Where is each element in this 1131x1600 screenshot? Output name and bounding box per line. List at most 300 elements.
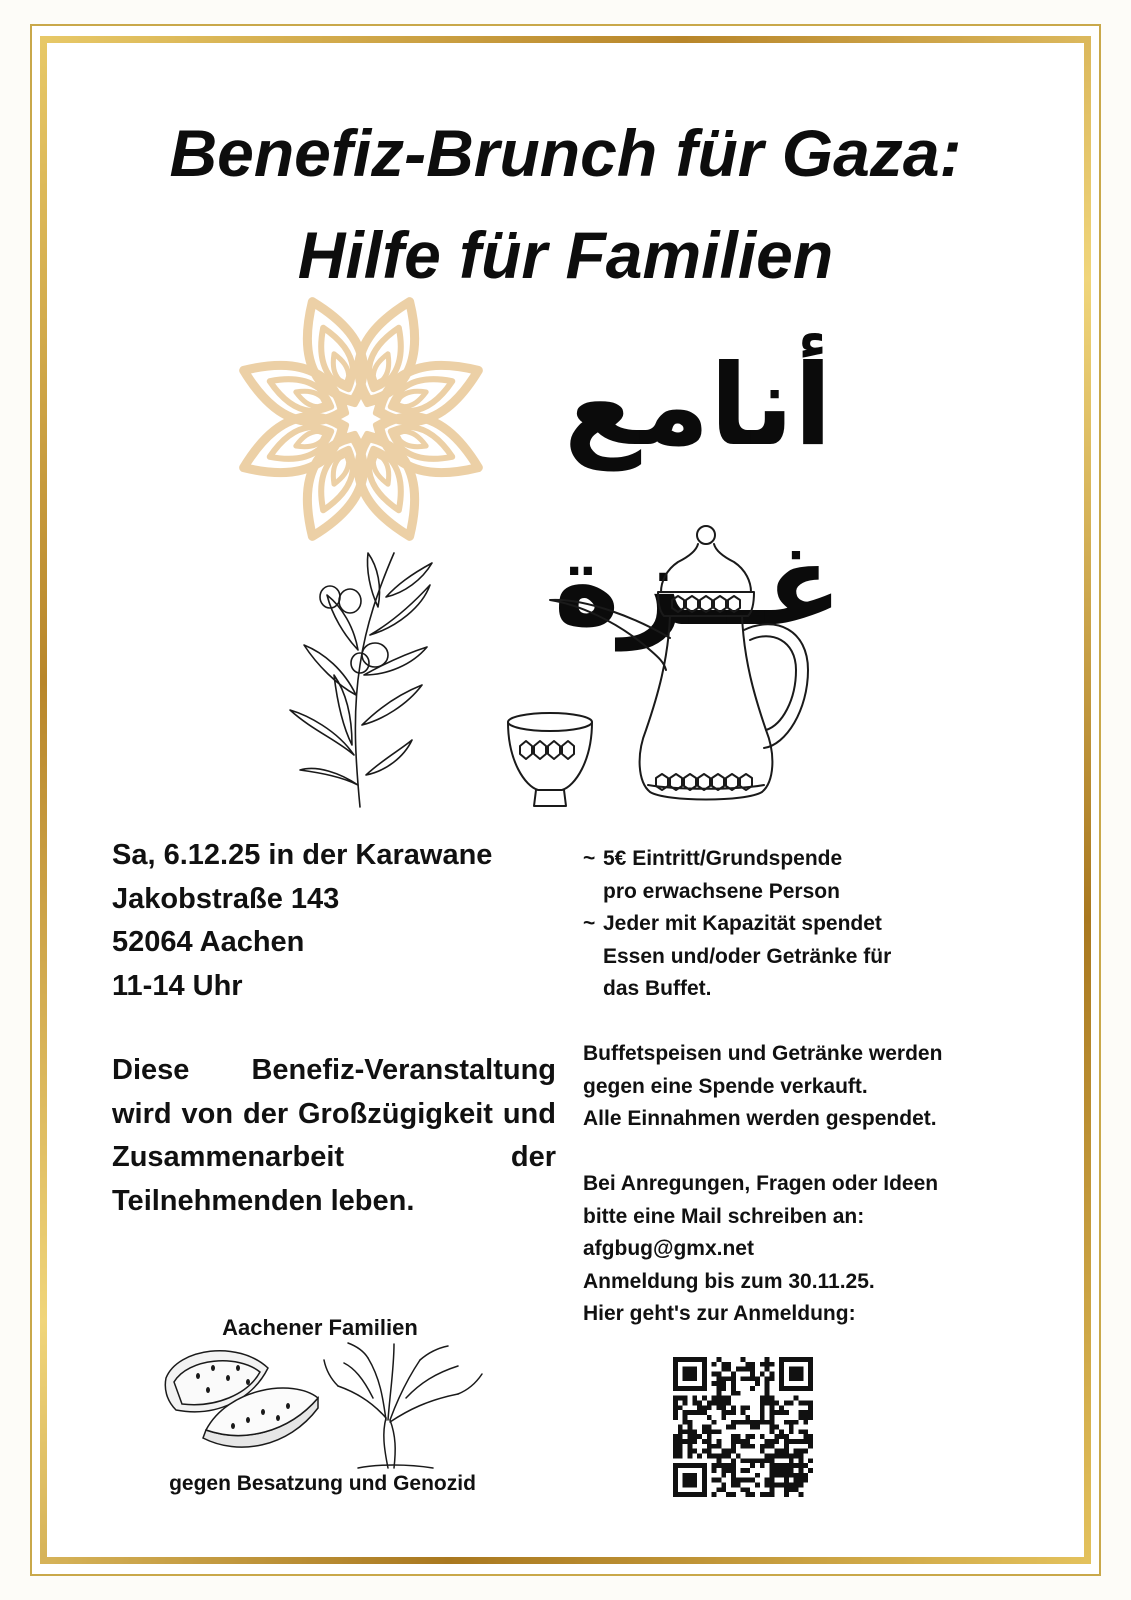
- qr-module: [779, 1405, 784, 1410]
- qr-module: [712, 1468, 717, 1473]
- qr-module: [721, 1463, 726, 1468]
- qr-module: [716, 1429, 721, 1434]
- qr-module: [803, 1410, 808, 1415]
- qr-module: [731, 1381, 736, 1386]
- qr-module: [741, 1478, 746, 1483]
- qr-module: [707, 1434, 712, 1439]
- qr-module: [770, 1463, 775, 1468]
- qr-code-icon[interactable]: [673, 1357, 813, 1497]
- qr-module: [794, 1454, 799, 1459]
- qr-module: [745, 1420, 750, 1425]
- qr-module: [721, 1367, 726, 1372]
- qr-module: [799, 1429, 804, 1434]
- qr-module: [726, 1449, 731, 1454]
- qr-module: [808, 1458, 813, 1463]
- qr-module: [731, 1376, 736, 1381]
- qr-module: [702, 1463, 707, 1468]
- qr-module: [765, 1357, 770, 1362]
- qr-module: [687, 1434, 692, 1439]
- star-mandala-icon: [230, 288, 492, 550]
- qr-module: [770, 1405, 775, 1410]
- qr-module: [794, 1367, 799, 1372]
- qr-module: [692, 1449, 697, 1454]
- qr-module: [702, 1367, 707, 1372]
- qr-module: [712, 1420, 717, 1425]
- qr-module: [716, 1405, 721, 1410]
- qr-module: [741, 1405, 746, 1410]
- qr-module: [765, 1444, 770, 1449]
- qr-module: [721, 1454, 726, 1459]
- qr-module: [721, 1362, 726, 1367]
- qr-module: [716, 1391, 721, 1396]
- qr-module: [726, 1362, 731, 1367]
- qr-module: [789, 1371, 794, 1376]
- qr-module: [673, 1478, 678, 1483]
- qr-module: [741, 1357, 746, 1362]
- qr-module: [683, 1367, 688, 1372]
- qr-module: [760, 1410, 765, 1415]
- qr-module: [755, 1381, 760, 1386]
- qr-module: [799, 1483, 804, 1488]
- qr-module: [794, 1473, 799, 1478]
- qr-module: [789, 1376, 794, 1381]
- qr-module: [755, 1376, 760, 1381]
- qr-module: [673, 1492, 678, 1497]
- qr-module: [721, 1386, 726, 1391]
- qr-module: [774, 1473, 779, 1478]
- qr-module: [799, 1371, 804, 1376]
- qr-module: [673, 1357, 678, 1362]
- qr-module: [702, 1362, 707, 1367]
- qr-module: [697, 1463, 702, 1468]
- qr-module: [794, 1463, 799, 1468]
- qr-module: [774, 1400, 779, 1405]
- qr-module: [702, 1386, 707, 1391]
- qr-module: [731, 1483, 736, 1488]
- qr-module: [750, 1444, 755, 1449]
- qr-module: [707, 1415, 712, 1420]
- qr-module: [673, 1415, 678, 1420]
- qr-module: [721, 1405, 726, 1410]
- qr-module: [799, 1449, 804, 1454]
- qr-module: [803, 1478, 808, 1483]
- qr-module: [808, 1386, 813, 1391]
- ornament-center: [335, 393, 387, 445]
- price-item: [583, 908, 1003, 1006]
- qr-module: [721, 1415, 726, 1420]
- qr-module: [794, 1483, 799, 1488]
- qr-module: [726, 1376, 731, 1381]
- qr-module: [745, 1468, 750, 1473]
- qr-module: [784, 1434, 789, 1439]
- qr-module: [707, 1444, 712, 1449]
- qr-module: [799, 1468, 804, 1473]
- price-item-text: 5€ Eintritt/Grundspende pro erwachsene Person: [603, 847, 843, 903]
- qr-module: [687, 1478, 692, 1483]
- qr-module: [765, 1391, 770, 1396]
- qr-module: [799, 1410, 804, 1415]
- qr-module: [673, 1396, 678, 1401]
- qr-module: [697, 1434, 702, 1439]
- qr-module: [678, 1396, 683, 1401]
- qr-module: [770, 1400, 775, 1405]
- price-item-text: Jeder mit Kapazität spendet Essen und/oder Getränke für das Buffet.: [603, 912, 892, 1000]
- qr-module: [678, 1444, 683, 1449]
- qr-module: [683, 1473, 688, 1478]
- qr-module: [784, 1420, 789, 1425]
- event-info: [112, 834, 572, 1008]
- qr-module: [794, 1420, 799, 1425]
- qr-module: [789, 1439, 794, 1444]
- qr-module: [683, 1400, 688, 1405]
- olive-branch-icon: [282, 545, 452, 815]
- qr-module: [803, 1357, 808, 1362]
- qr-module: [673, 1386, 678, 1391]
- qr-module: [760, 1463, 765, 1468]
- qr-module: [702, 1381, 707, 1386]
- qr-module: [687, 1439, 692, 1444]
- event-date-location: Sa, 6.12.25 in der Karawane: [112, 839, 493, 871]
- qr-module: [687, 1367, 692, 1372]
- qr-module: [741, 1376, 746, 1381]
- qr-module: [779, 1376, 784, 1381]
- qr-module: [678, 1425, 683, 1430]
- qr-module: [799, 1454, 804, 1459]
- qr-module: [731, 1463, 736, 1468]
- qr-module: [721, 1487, 726, 1492]
- qr-module: [770, 1444, 775, 1449]
- qr-module: [716, 1439, 721, 1444]
- qr-module: [721, 1483, 726, 1488]
- qr-module: [687, 1492, 692, 1497]
- qr-module: [678, 1454, 683, 1459]
- qr-module: [692, 1434, 697, 1439]
- qr-module: [673, 1371, 678, 1376]
- event-street: Jakobstraße 143: [112, 882, 340, 915]
- qr-module: [683, 1439, 688, 1444]
- qr-module: [774, 1468, 779, 1473]
- qr-module: [716, 1478, 721, 1483]
- qr-module: [799, 1357, 804, 1362]
- qr-module: [774, 1410, 779, 1415]
- qr-module: [697, 1386, 702, 1391]
- qr-module: [803, 1415, 808, 1420]
- qr-module: [692, 1492, 697, 1497]
- qr-module: [697, 1410, 702, 1415]
- qr-module: [784, 1483, 789, 1488]
- qr-module: [678, 1429, 683, 1434]
- buffet-line: Alle Einnahmen werden gespendet.: [583, 1107, 937, 1130]
- qr-module: [736, 1420, 741, 1425]
- qr-module: [716, 1357, 721, 1362]
- qr-module: [683, 1396, 688, 1401]
- qr-module: [702, 1410, 707, 1415]
- qr-module: [683, 1478, 688, 1483]
- qr-module: [692, 1429, 697, 1434]
- qr-module: [765, 1439, 770, 1444]
- qr-module: [750, 1425, 755, 1430]
- qr-module: [678, 1434, 683, 1439]
- qr-module: [750, 1458, 755, 1463]
- qr-module: [716, 1487, 721, 1492]
- qr-module: [765, 1362, 770, 1367]
- qr-module: [765, 1492, 770, 1497]
- qr-module: [750, 1492, 755, 1497]
- qr-module: [716, 1396, 721, 1401]
- qr-module: [745, 1362, 750, 1367]
- qr-module: [687, 1444, 692, 1449]
- qr-module: [808, 1439, 813, 1444]
- qr-module: [716, 1400, 721, 1405]
- qr-module: [770, 1487, 775, 1492]
- qr-module: [673, 1454, 678, 1459]
- organizer-name-top: Aachener Familien: [222, 1315, 418, 1340]
- qr-module: [726, 1468, 731, 1473]
- qr-module: [673, 1410, 678, 1415]
- qr-module: [745, 1478, 750, 1483]
- qr-module: [687, 1429, 692, 1434]
- qr-module: [702, 1357, 707, 1362]
- qr-module: [808, 1468, 813, 1473]
- qr-module: [760, 1371, 765, 1376]
- qr-module: [683, 1492, 688, 1497]
- qr-module: [779, 1357, 784, 1362]
- qr-module: [789, 1468, 794, 1473]
- qr-module: [712, 1400, 717, 1405]
- qr-module: [770, 1468, 775, 1473]
- qr-module: [779, 1468, 784, 1473]
- title-line-1: Benefiz-Brunch für Gaza:: [169, 116, 962, 190]
- qr-module: [702, 1371, 707, 1376]
- qr-module: [736, 1391, 741, 1396]
- qr-module: [731, 1420, 736, 1425]
- qr-module: [789, 1357, 794, 1362]
- qr-module: [731, 1405, 736, 1410]
- qr-module: [741, 1468, 746, 1473]
- qr-module: [803, 1400, 808, 1405]
- qr-module: [726, 1400, 731, 1405]
- qr-module: [789, 1420, 794, 1425]
- qr-module: [712, 1429, 717, 1434]
- qr-module: [702, 1468, 707, 1473]
- qr-module: [673, 1468, 678, 1473]
- qr-module: [770, 1415, 775, 1420]
- qr-module: [692, 1400, 697, 1405]
- qr-module: [731, 1391, 736, 1396]
- qr-module: [784, 1492, 789, 1497]
- qr-module: [779, 1434, 784, 1439]
- event-description: Diese Benefiz-Veranstaltung wird von der Großzügigkeit und Zusammenarbeit der Teilnehmenden leben.: [112, 1054, 556, 1217]
- qr-module: [731, 1458, 736, 1463]
- qr-module: [721, 1376, 726, 1381]
- buffet-line: gegen eine Spende verkauft.: [583, 1074, 868, 1098]
- qr-module: [678, 1439, 683, 1444]
- qr-module: [741, 1458, 746, 1463]
- qr-module: [770, 1410, 775, 1415]
- qr-module: [808, 1367, 813, 1372]
- qr-module: [678, 1492, 683, 1497]
- qr-module: [784, 1410, 789, 1415]
- event-time: 11-14 Uhr: [112, 969, 243, 1002]
- watermelon-tree-logo-icon: [158, 1338, 488, 1470]
- qr-module: [683, 1386, 688, 1391]
- qr-module: [702, 1483, 707, 1488]
- qr-module: [770, 1492, 775, 1497]
- qr-module: [683, 1357, 688, 1362]
- qr-module: [673, 1444, 678, 1449]
- qr-module: [712, 1454, 717, 1459]
- qr-module: [779, 1410, 784, 1415]
- qr-module: [687, 1454, 692, 1459]
- qr-module: [770, 1429, 775, 1434]
- qr-module: [707, 1400, 712, 1405]
- qr-module: [770, 1371, 775, 1376]
- qr-module: [702, 1492, 707, 1497]
- qr-module: [770, 1483, 775, 1488]
- qr-module: [750, 1371, 755, 1376]
- qr-module: [770, 1478, 775, 1483]
- qr-module: [673, 1473, 678, 1478]
- qr-module: [803, 1420, 808, 1425]
- qr-module: [692, 1357, 697, 1362]
- qr-module: [808, 1400, 813, 1405]
- qr-module: [784, 1454, 789, 1459]
- qr-module: [784, 1357, 789, 1362]
- qr-module: [765, 1458, 770, 1463]
- qr-module: [789, 1386, 794, 1391]
- qr-module: [678, 1357, 683, 1362]
- qr-module: [707, 1425, 712, 1430]
- qr-module: [803, 1386, 808, 1391]
- qr-module: [687, 1410, 692, 1415]
- qr-module: [784, 1439, 789, 1444]
- qr-module: [683, 1415, 688, 1420]
- qr-module: [721, 1410, 726, 1415]
- qr-module: [770, 1396, 775, 1401]
- qr-module: [726, 1367, 731, 1372]
- qr-module: [673, 1362, 678, 1367]
- qr-module: [789, 1463, 794, 1468]
- qr-module: [799, 1478, 804, 1483]
- qr-module: [692, 1439, 697, 1444]
- qr-module: [750, 1367, 755, 1372]
- qr-module: [741, 1487, 746, 1492]
- qr-module: [687, 1449, 692, 1454]
- qr-module: [683, 1376, 688, 1381]
- qr-module: [779, 1362, 784, 1367]
- qr-module: [794, 1439, 799, 1444]
- qr-module: [721, 1473, 726, 1478]
- qr-module: [687, 1357, 692, 1362]
- qr-module: [702, 1396, 707, 1401]
- qr-module: [731, 1478, 736, 1483]
- qr-module: [683, 1483, 688, 1488]
- qr-module: [731, 1473, 736, 1478]
- qr-module: [803, 1429, 808, 1434]
- contact-email: afgbug@gmx.net: [583, 1237, 754, 1260]
- qr-module: [678, 1405, 683, 1410]
- qr-module: [784, 1400, 789, 1405]
- qr-module: [741, 1444, 746, 1449]
- qr-module: [789, 1425, 794, 1430]
- qr-module: [789, 1483, 794, 1488]
- qr-module: [779, 1381, 784, 1386]
- qr-module: [784, 1444, 789, 1449]
- qr-module: [683, 1420, 688, 1425]
- qr-module: [687, 1376, 692, 1381]
- qr-module: [808, 1444, 813, 1449]
- qr-module: [716, 1386, 721, 1391]
- qr-module: [745, 1439, 750, 1444]
- qr-module: [673, 1376, 678, 1381]
- qr-module: [726, 1410, 731, 1415]
- qr-module: [707, 1429, 712, 1434]
- qr-module: [692, 1483, 697, 1488]
- qr-module: [716, 1454, 721, 1459]
- qr-module: [702, 1405, 707, 1410]
- qr-module: [789, 1367, 794, 1372]
- qr-module: [707, 1439, 712, 1444]
- qr-module: [692, 1410, 697, 1415]
- contact-info: [583, 1168, 1003, 1331]
- qr-module: [687, 1371, 692, 1376]
- qr-module: [808, 1381, 813, 1386]
- qr-module: [702, 1429, 707, 1434]
- qr-module: [692, 1478, 697, 1483]
- qr-module: [702, 1478, 707, 1483]
- qr-module: [702, 1439, 707, 1444]
- qr-module: [697, 1357, 702, 1362]
- qr-module: [745, 1376, 750, 1381]
- qr-module: [789, 1400, 794, 1405]
- qr-module: [784, 1487, 789, 1492]
- qr-module: [692, 1463, 697, 1468]
- qr-module: [789, 1458, 794, 1463]
- qr-module: [731, 1434, 736, 1439]
- qr-module: [726, 1425, 731, 1430]
- qr-module: [770, 1362, 775, 1367]
- qr-module: [750, 1478, 755, 1483]
- qr-module: [726, 1492, 731, 1497]
- qr-module: [765, 1478, 770, 1483]
- qr-module: [770, 1425, 775, 1430]
- qr-module: [673, 1367, 678, 1372]
- qr-module: [673, 1463, 678, 1468]
- qr-module: [687, 1463, 692, 1468]
- qr-module: [803, 1439, 808, 1444]
- qr-module: [760, 1420, 765, 1425]
- organizer-name-bottom[interactable]: gegen Besatzung und Genozid: [169, 1472, 476, 1495]
- qr-module: [716, 1376, 721, 1381]
- price-item: [583, 843, 1003, 908]
- qr-module: [760, 1434, 765, 1439]
- qr-module: [712, 1444, 717, 1449]
- buffet-info: [583, 1038, 1003, 1136]
- qr-module: [726, 1463, 731, 1468]
- qr-module: [702, 1487, 707, 1492]
- qr-module: [779, 1429, 784, 1434]
- qr-module: [794, 1478, 799, 1483]
- qr-module: [784, 1449, 789, 1454]
- qr-module: [770, 1439, 775, 1444]
- qr-module: [794, 1487, 799, 1492]
- qr-module: [789, 1487, 794, 1492]
- qr-module: [731, 1439, 736, 1444]
- qr-module: [799, 1439, 804, 1444]
- qr-module: [779, 1483, 784, 1488]
- qr-module: [789, 1473, 794, 1478]
- qr-module: [774, 1425, 779, 1430]
